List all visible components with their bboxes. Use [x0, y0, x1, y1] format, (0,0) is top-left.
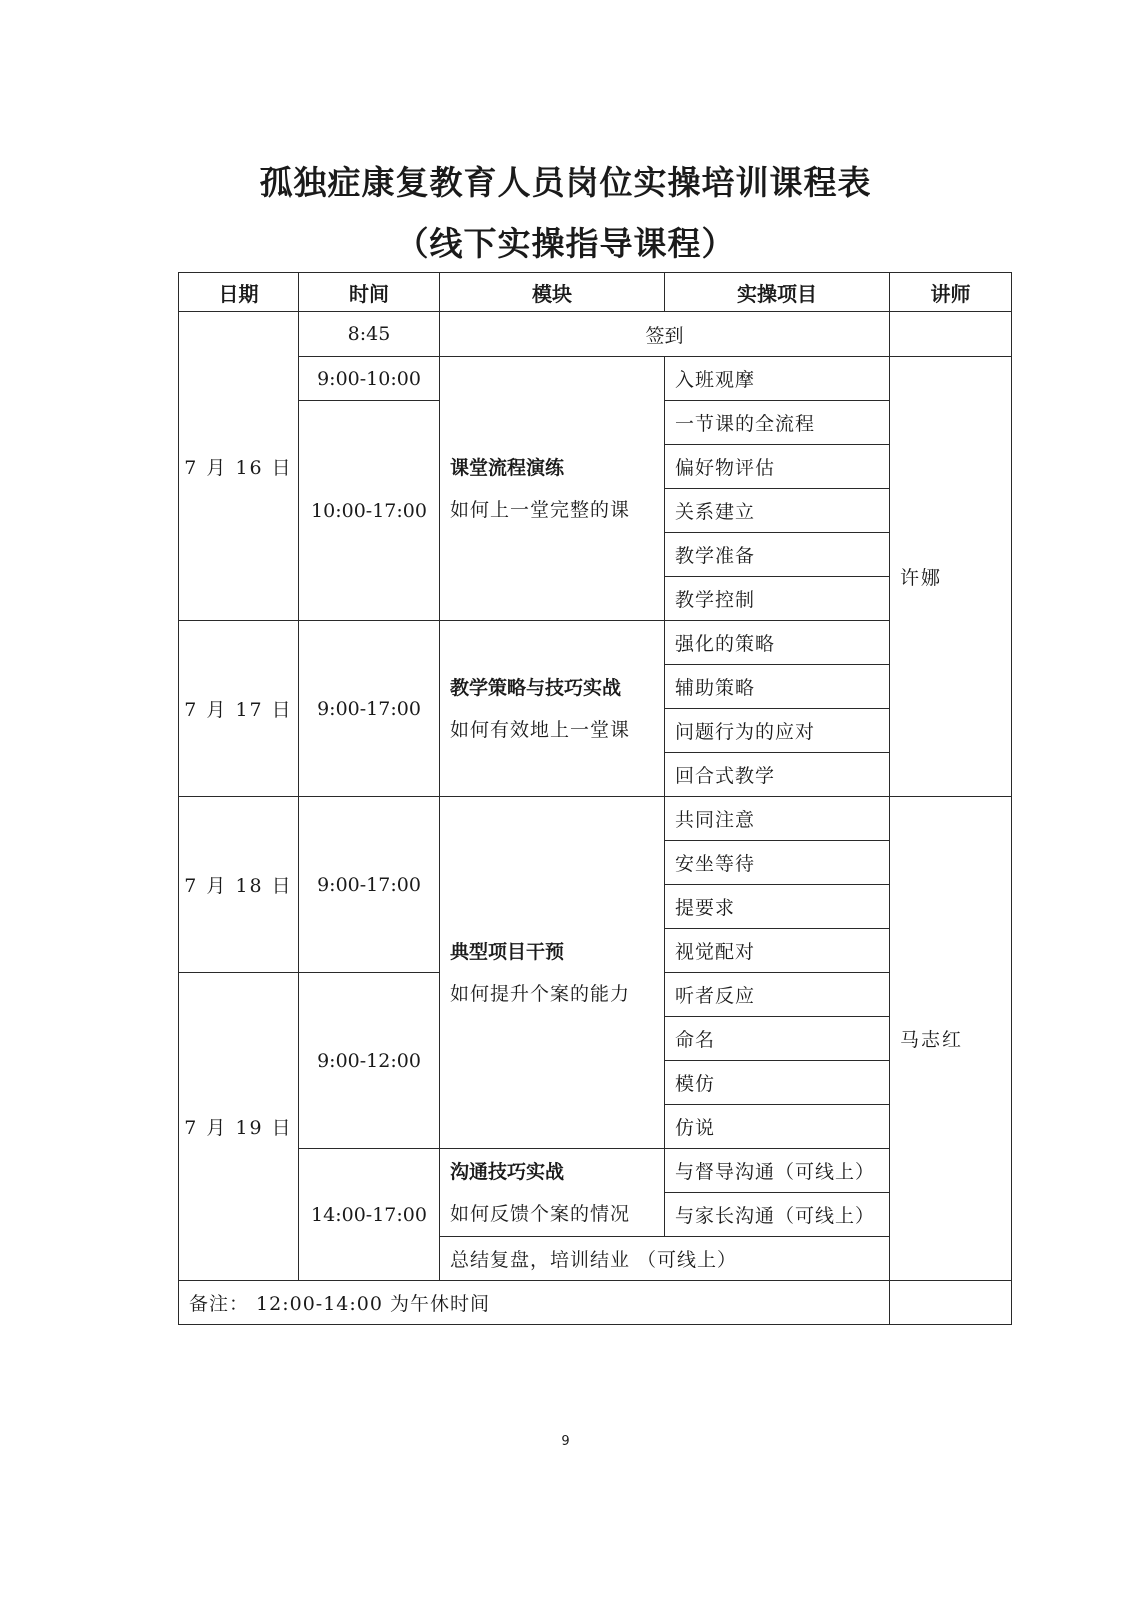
- module-title: 课堂流程演练: [450, 456, 565, 479]
- date-cell: 7 月 18 日: [179, 797, 299, 973]
- item-cell: 问题行为的应对: [665, 709, 890, 753]
- module-cell: [440, 1149, 665, 1237]
- time-cell: 9:00-17:00: [299, 797, 440, 973]
- header-item: 实操项目: [665, 273, 890, 312]
- module-cell: [440, 357, 665, 621]
- table-row: [179, 621, 1012, 665]
- module-title: 典型项目干预: [450, 940, 565, 963]
- header-lecturer: 讲师: [890, 273, 1012, 312]
- time-cell: 10:00-17:00: [299, 401, 440, 621]
- item-cell: 仿说: [665, 1105, 890, 1149]
- module-cell: [440, 797, 665, 1149]
- item-cell: 共同注意: [665, 797, 890, 841]
- summary-cell: 总结复盘，培训结业 （可线上）: [440, 1237, 890, 1281]
- time-cell: 9:00-12:00: [299, 973, 440, 1149]
- page-number: 9: [561, 1434, 570, 1449]
- table-row: [179, 1149, 1012, 1193]
- item-cell: 回合式教学: [665, 753, 890, 797]
- note-cell: 备注： 12:00-14:00 为午休时间: [179, 1281, 890, 1325]
- table-row: [179, 797, 1012, 841]
- item-cell: 偏好物评估: [665, 445, 890, 489]
- module-subtitle: 如何提升个案的能力: [450, 982, 631, 1005]
- item-cell: 入班观摩: [665, 357, 890, 401]
- time-cell: 9:00-10:00: [299, 357, 440, 401]
- item-cell: 安坐等待: [665, 841, 890, 885]
- item-cell: 教学准备: [665, 533, 890, 577]
- module-title: 教学策略与技巧实战: [450, 676, 622, 699]
- header-row: [179, 273, 1012, 312]
- date-cell: 7 月 16 日: [179, 312, 299, 621]
- item-cell: 听者反应: [665, 973, 890, 1017]
- time-cell: 8:45: [299, 312, 440, 357]
- time-cell: 14:00-17:00: [299, 1149, 440, 1281]
- header-module: 模块: [440, 273, 665, 312]
- module-title: 沟通技巧实战: [450, 1160, 565, 1183]
- table-row: [179, 357, 1012, 401]
- item-cell: 提要求: [665, 885, 890, 929]
- module-subtitle: 如何上一堂完整的课: [450, 498, 631, 521]
- item-cell: 模仿: [665, 1061, 890, 1105]
- item-cell: 辅助策略: [665, 665, 890, 709]
- item-cell: 视觉配对: [665, 929, 890, 973]
- item-cell: 关系建立: [665, 489, 890, 533]
- page-title: 孤独症康复教育人员岗位实操培训课程表: [259, 163, 872, 202]
- page-subtitle: （线下实操指导课程）: [395, 224, 736, 263]
- lecturer-empty-cell: [890, 312, 1012, 357]
- note-row: [179, 1281, 1012, 1325]
- header-date: 日期: [179, 273, 299, 312]
- module-subtitle: 如何反馈个案的情况: [450, 1202, 631, 1225]
- item-cell: 强化的策略: [665, 621, 890, 665]
- note-empty-cell: [890, 1281, 1012, 1325]
- time-cell: 9:00-17:00: [299, 621, 440, 797]
- date-cell: 7 月 19 日: [179, 973, 299, 1281]
- schedule-table: [178, 272, 1012, 1325]
- item-cell: 与督导沟通（可线上）: [665, 1149, 890, 1193]
- date-cell: 7 月 17 日: [179, 621, 299, 797]
- lecturer-cell: 许娜: [890, 357, 1012, 797]
- item-cell: 教学控制: [665, 577, 890, 621]
- header-time: 时间: [299, 273, 440, 312]
- lecturer-cell: 马志红: [890, 797, 1012, 1281]
- checkin-cell: 签到: [440, 312, 890, 357]
- item-cell: 命名: [665, 1017, 890, 1061]
- module-subtitle: 如何有效地上一堂课: [450, 718, 631, 741]
- module-cell: [440, 621, 665, 797]
- item-cell: 与家长沟通（可线上）: [665, 1193, 890, 1237]
- table-row: [179, 312, 1012, 357]
- item-cell: 一节课的全流程: [665, 401, 890, 445]
